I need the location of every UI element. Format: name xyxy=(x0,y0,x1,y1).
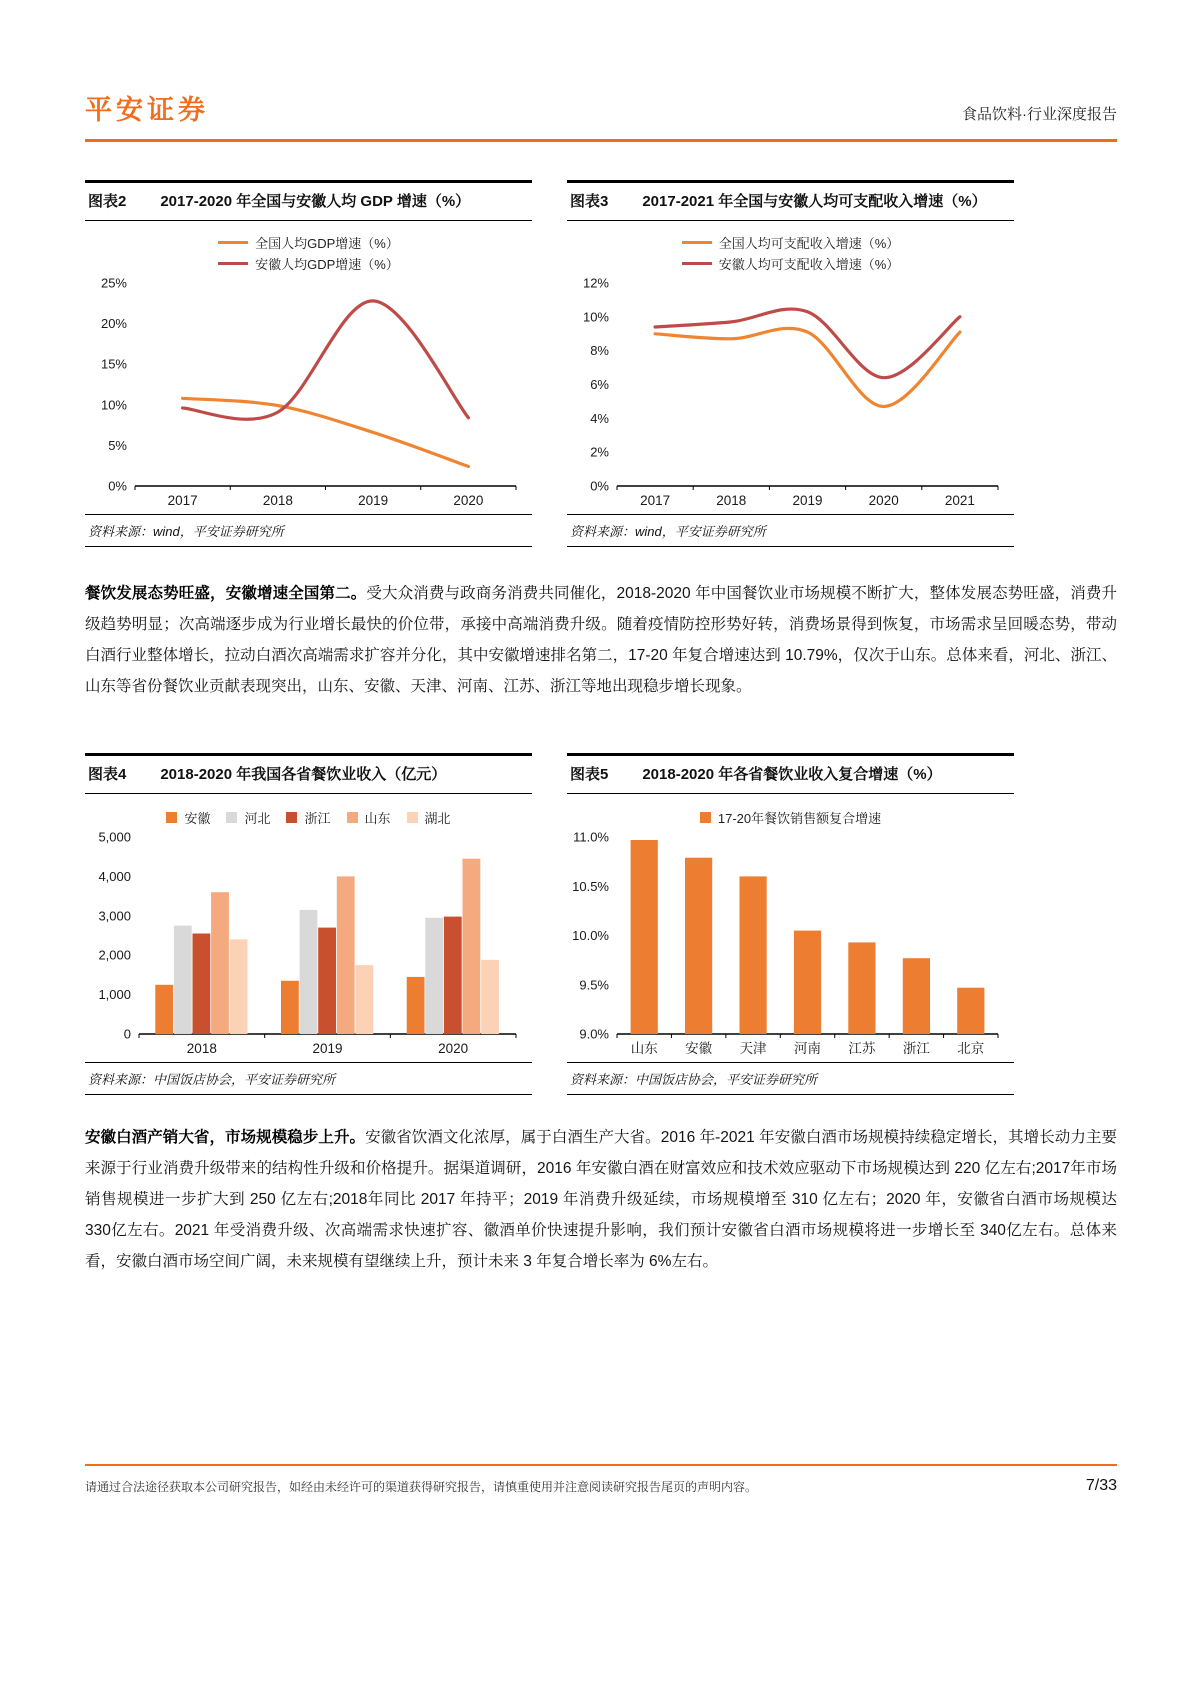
figure-2-source: 资料来源：wind，平安证券研究所 xyxy=(85,514,532,547)
svg-text:2019: 2019 xyxy=(358,492,389,508)
legend-marker xyxy=(226,812,237,823)
legend-marker xyxy=(286,812,297,823)
figure-4 xyxy=(85,753,532,1095)
svg-text:天津: 天津 xyxy=(739,1040,767,1056)
svg-text:9.5%: 9.5% xyxy=(579,977,609,992)
chart-legend xyxy=(218,233,399,273)
legend-item xyxy=(218,254,399,273)
svg-text:0%: 0% xyxy=(590,478,609,494)
legend-label: 全国人均GDP增速（%） xyxy=(255,235,399,251)
footer-disclaimer: 请通过合法途径获取本公司研究报告，如经由未经许可的渠道获得研究报告，请慎重使用并注意阅读研究报告尾页的声明内容。 xyxy=(85,1479,758,1494)
figure-3 xyxy=(567,180,1014,547)
legend-marker xyxy=(407,812,418,823)
svg-text:10%: 10% xyxy=(582,309,609,325)
figure-3-label: 图表3 xyxy=(570,193,609,210)
legend-marker xyxy=(166,812,177,823)
figure-2 xyxy=(85,180,532,547)
paragraph-catering-lead: 餐饮发展态势旺盛，安徽增速全国第二。 xyxy=(85,585,367,602)
svg-text:2019: 2019 xyxy=(792,492,823,508)
svg-text:河南: 河南 xyxy=(794,1040,821,1056)
svg-text:0: 0 xyxy=(123,1026,131,1042)
page-header xyxy=(85,88,1117,142)
svg-text:2020: 2020 xyxy=(438,1040,469,1056)
svg-text:10.0%: 10.0% xyxy=(572,927,609,943)
legend-marker xyxy=(218,241,248,244)
svg-text:2017: 2017 xyxy=(640,492,671,508)
legend-item xyxy=(700,808,881,827)
legend-item xyxy=(682,233,900,252)
svg-text:15%: 15% xyxy=(100,356,127,372)
svg-text:2,000: 2,000 xyxy=(98,947,131,963)
svg-text:11.0%: 11.0% xyxy=(573,829,609,845)
legend-item xyxy=(407,808,451,827)
figure-2-chart xyxy=(85,221,532,514)
svg-text:5,000: 5,000 xyxy=(98,829,131,845)
figure-4-heading: 2018-2020 年我国各省餐饮业收入（亿元） xyxy=(160,766,447,783)
svg-text:0%: 0% xyxy=(108,478,127,494)
legend-marker xyxy=(682,241,712,244)
chart-canvas xyxy=(87,273,530,514)
chart-canvas xyxy=(87,827,530,1062)
legend-marker xyxy=(218,262,248,265)
legend-label: 河北 xyxy=(244,810,271,826)
figure-3-heading: 2017-2021 年全国与安徽人均可支配收入增速（%） xyxy=(642,193,987,210)
page-footer xyxy=(85,1464,1117,1495)
figure-2-title-row xyxy=(85,183,532,221)
svg-text:2021: 2021 xyxy=(944,492,975,508)
svg-text:12%: 12% xyxy=(582,275,609,291)
legend-item xyxy=(166,808,210,827)
legend-label: 17-20年餐饮销售额复合增速 xyxy=(717,810,882,826)
svg-text:9.0%: 9.0% xyxy=(579,1026,609,1042)
svg-text:5%: 5% xyxy=(108,437,127,453)
legend-label: 安徽人均GDP增速（%） xyxy=(255,256,399,272)
svg-text:北京: 北京 xyxy=(957,1040,985,1056)
svg-text:山东: 山东 xyxy=(630,1040,658,1056)
legend-item xyxy=(347,808,391,827)
figure-5-source: 资料来源：中国饭店协会，平安证券研究所 xyxy=(567,1062,1014,1095)
paragraph-baijiu xyxy=(85,1122,1117,1277)
paragraph-catering xyxy=(85,578,1117,702)
chart-legend xyxy=(87,808,530,827)
figure-3-chart xyxy=(567,221,1014,514)
legend-marker xyxy=(700,812,711,823)
svg-text:6%: 6% xyxy=(590,376,609,392)
figure-5-title-row xyxy=(567,756,1014,794)
chart-plot-area xyxy=(569,273,1012,514)
figure-4-title-row xyxy=(85,756,532,794)
svg-text:25%: 25% xyxy=(100,275,127,291)
chart-legend xyxy=(682,233,900,273)
legend-item xyxy=(226,808,270,827)
chart-plot-area xyxy=(569,827,1012,1062)
svg-text:2020: 2020 xyxy=(453,492,484,508)
legend-label: 安徽 xyxy=(184,810,211,826)
legend-label: 全国人均可支配收入增速（%） xyxy=(718,235,900,251)
figure-3-source: 资料来源：wind，平安证券研究所 xyxy=(567,514,1014,547)
svg-text:2019: 2019 xyxy=(312,1040,343,1056)
legend-marker xyxy=(347,812,358,823)
figure-2-heading: 2017-2020 年全国与安徽人均 GDP 增速（%） xyxy=(160,193,471,210)
figure-4-chart xyxy=(85,794,532,1062)
chart-plot-area xyxy=(87,273,530,514)
figure-5-label: 图表5 xyxy=(570,766,609,783)
paragraph-baijiu-body: 安徽省饮酒文化浓厚，属于白酒生产大省。2016 年-2021 年安徽白酒市场规模持续稳定增长，其增长动力主要来源于行业消费升级带来的结构性升级和价格提升。据渠道调研，2016 年安徽白酒在财富效应和技术效应驱动下市场规模达到 220 亿左右;2017年市场销售规模进一步扩大到 250 亿左右;2018年同比 2017 年持平；2019 年消费升级延续，市场规模增至 310 亿左右；2020 年，安徽省白酒市场规模达 330亿左右。2021 年受消费升级、次高端需求快速扩容、徽酒单价快速提升影响，我们预计安徽省白酒市场规模将进一步增长至 340亿左右。总体来看，安徽白酒市场空间广阔，未来规模有望继续上升，预计未来 3 年复合增长率为 6%左右。 xyxy=(85,1129,1117,1270)
page-number: 7/33 xyxy=(1085,1477,1117,1494)
svg-text:2017: 2017 xyxy=(167,492,198,508)
svg-text:2%: 2% xyxy=(590,444,609,460)
legend-item xyxy=(682,254,900,273)
chart-plot-area xyxy=(87,827,530,1062)
svg-text:8%: 8% xyxy=(590,342,609,358)
paragraph-catering-body: 受大众消费与政商务消费共同催化，2018-2020 年中国餐饮业市场规模不断扩大，整体发展态势旺盛，消费升级趋势明显；次高端逐步成为行业增长最快的价位带，承接中高端消费升级。随着疫情防控形势好转，消费场景得到恢复，市场需求呈回暖态势，带动白酒行业整体增长，拉动白酒次高端需求扩容并分化，其中安徽增速排名第二，17-20 年复合增速达到 10.79%，仅次于山东。总体来看，河北、浙江、山东等省份餐饮业贡献表现突出，山东、安徽、天津、河南、江苏、浙江等地出现稳步增长现象。 xyxy=(85,585,1117,695)
pingan-logo: 平安证券 xyxy=(85,95,209,125)
svg-text:20%: 20% xyxy=(100,315,127,331)
figure-4-source: 资料来源：中国饭店协会，平安证券研究所 xyxy=(85,1062,532,1095)
legend-label: 湖北 xyxy=(424,810,451,826)
legend-label: 山东 xyxy=(364,810,391,826)
svg-text:浙江: 浙江 xyxy=(902,1040,930,1056)
svg-text:10%: 10% xyxy=(100,397,127,413)
svg-text:2018: 2018 xyxy=(262,492,293,508)
chart-canvas xyxy=(569,827,1012,1062)
legend-label: 浙江 xyxy=(304,810,331,826)
svg-text:4,000: 4,000 xyxy=(98,868,131,884)
figure-4-label: 图表4 xyxy=(88,766,127,783)
svg-text:安徽: 安徽 xyxy=(685,1040,713,1056)
legend-item xyxy=(286,808,330,827)
figure-2-label: 图表2 xyxy=(88,193,127,210)
svg-text:2018: 2018 xyxy=(716,492,747,508)
figure-3-title-row xyxy=(567,183,1014,221)
legend-item xyxy=(218,233,399,252)
svg-text:江苏: 江苏 xyxy=(848,1040,876,1056)
svg-text:1,000: 1,000 xyxy=(98,986,131,1002)
svg-text:2018: 2018 xyxy=(186,1040,217,1056)
chart-legend xyxy=(569,808,1012,827)
legend-label: 安徽人均可支配收入增速（%） xyxy=(718,256,900,272)
paragraph-baijiu-lead: 安徽白酒产销大省，市场规模稳步上升。 xyxy=(85,1129,366,1146)
report-type-label: 食品饮料·行业深度报告 xyxy=(962,106,1117,123)
svg-text:10.5%: 10.5% xyxy=(572,878,609,894)
svg-text:4%: 4% xyxy=(590,410,609,426)
figure-5 xyxy=(567,753,1014,1095)
figure-5-chart xyxy=(567,794,1014,1062)
svg-text:3,000: 3,000 xyxy=(98,908,131,924)
legend-marker xyxy=(682,262,712,265)
chart-canvas xyxy=(569,273,1012,514)
svg-text:2020: 2020 xyxy=(868,492,899,508)
figure-5-heading: 2018-2020 年各省餐饮业收入复合增速（%） xyxy=(642,766,942,783)
